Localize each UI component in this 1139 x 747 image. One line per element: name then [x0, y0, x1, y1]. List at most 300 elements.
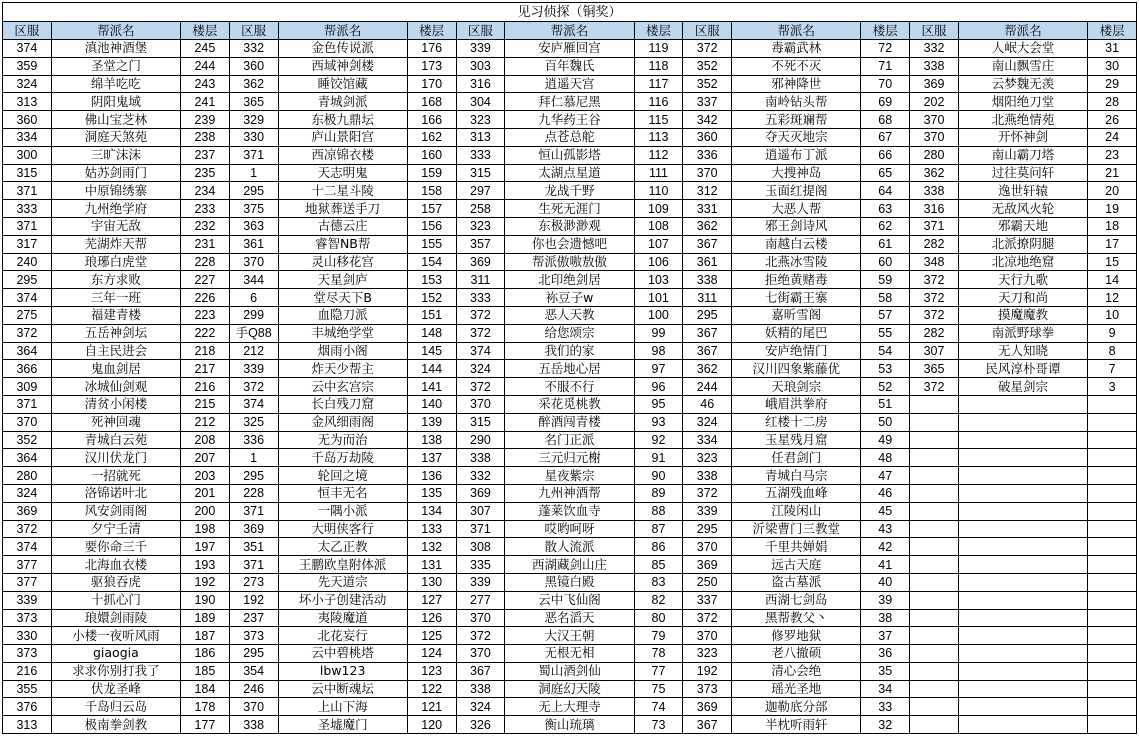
guild-name-cell: 北海血衣楼: [51, 556, 180, 574]
server-cell: 311: [683, 289, 732, 307]
table-row: [3, 342, 1137, 360]
guild-name-cell: [958, 431, 1087, 449]
guild-name-cell: 五岳地心居: [505, 360, 634, 378]
guild-name-cell: 过往莫问轩: [958, 164, 1087, 182]
column-header: 楼层: [181, 22, 230, 40]
server-cell: 372: [3, 324, 52, 342]
server-cell: 303: [456, 57, 505, 75]
server-cell: 338: [910, 57, 959, 75]
server-cell: 372: [683, 609, 732, 627]
floor-cell: 87: [634, 520, 683, 538]
server-cell: 244: [683, 378, 732, 396]
floor-cell: 208: [181, 431, 230, 449]
guild-name-cell: 西湖藏剑山庄: [505, 556, 634, 574]
guild-name-cell: 生死无涯门: [505, 200, 634, 218]
server-cell: 369: [456, 253, 505, 271]
floor-cell: 168: [407, 93, 456, 111]
guild-name-cell: 恒山孤影塔: [505, 146, 634, 164]
guild-name-cell: 名门正派: [505, 431, 634, 449]
floor-cell: [1088, 431, 1137, 449]
guild-name-cell: 宇宙无敌: [51, 217, 180, 235]
floor-cell: 35: [861, 662, 910, 680]
floor-cell: 203: [181, 467, 230, 485]
server-cell: 250: [683, 573, 732, 591]
floor-cell: 121: [407, 698, 456, 716]
server-cell: [910, 484, 959, 502]
server-cell: 367: [683, 235, 732, 253]
server-cell: 46: [683, 395, 732, 413]
server-cell: [910, 395, 959, 413]
server-cell: 339: [456, 573, 505, 591]
guild-name-cell: 芜湖炸天帮: [51, 235, 180, 253]
server-cell: 371: [229, 556, 278, 574]
server-cell: 333: [3, 200, 52, 218]
table-row: [3, 431, 1137, 449]
floor-cell: 119: [634, 40, 683, 58]
server-cell: 377: [3, 556, 52, 574]
server-cell: 307: [910, 342, 959, 360]
floor-cell: 64: [861, 182, 910, 200]
server-cell: 352: [3, 431, 52, 449]
floor-cell: 36: [861, 645, 910, 663]
table-row: [3, 93, 1137, 111]
floor-cell: 57: [861, 306, 910, 324]
server-cell: 297: [456, 182, 505, 200]
table-row: [3, 467, 1137, 485]
guild-name-cell: 南派野球拳: [958, 324, 1087, 342]
column-header: 帮派名: [958, 22, 1087, 40]
floor-cell: 65: [861, 164, 910, 182]
floor-cell: 186: [181, 645, 230, 663]
guild-name-cell: 无上大理寺: [505, 698, 634, 716]
floor-cell: 62: [861, 217, 910, 235]
guild-name-cell: 九州绝学府: [51, 200, 180, 218]
guild-name-cell: 求求你别打我了: [51, 662, 180, 680]
server-cell: 313: [456, 128, 505, 146]
table-row: [3, 289, 1137, 307]
guild-name-cell: 云中飞仙阁: [505, 591, 634, 609]
guild-name-cell: 三旷沫沫: [51, 146, 180, 164]
server-cell: 370: [910, 111, 959, 129]
server-cell: 369: [683, 698, 732, 716]
server-cell: 371: [3, 217, 52, 235]
floor-cell: 106: [634, 253, 683, 271]
table-row: [3, 271, 1137, 289]
floor-cell: 73: [634, 716, 683, 734]
server-cell: 324: [3, 75, 52, 93]
floor-cell: 33: [861, 698, 910, 716]
table-row: [3, 182, 1137, 200]
table-row: [3, 306, 1137, 324]
guild-name-cell: 佛山宝芝林: [51, 111, 180, 129]
server-cell: 339: [683, 502, 732, 520]
guild-name-cell: 无为而治: [278, 431, 407, 449]
guild-name-cell: 云中玄宫宗: [278, 378, 407, 396]
floor-cell: 232: [181, 217, 230, 235]
floor-cell: 238: [181, 128, 230, 146]
floor-cell: 26: [1088, 111, 1137, 129]
table-row: [3, 573, 1137, 591]
server-cell: 344: [229, 271, 278, 289]
server-cell: 362: [683, 217, 732, 235]
guild-name-cell: 长白残刀窟: [278, 395, 407, 413]
guild-name-cell: 袮豆子w: [505, 289, 634, 307]
guild-name-cell: 拒绝黄赌毒: [732, 271, 861, 289]
server-cell: 237: [229, 609, 278, 627]
guild-name-cell: 给您颂宗: [505, 324, 634, 342]
floor-cell: 187: [181, 627, 230, 645]
server-cell: 280: [3, 467, 52, 485]
column-header: 楼层: [861, 22, 910, 40]
floor-cell: 173: [407, 57, 456, 75]
guild-name-cell: 灵山移花宫: [278, 253, 407, 271]
floor-cell: 3: [1088, 378, 1137, 396]
guild-name-cell: 风安剑雨阁: [51, 502, 180, 520]
guild-name-cell: 北派撩阴腿: [958, 235, 1087, 253]
guild-name-cell: 开怀神剑: [958, 128, 1087, 146]
server-cell: 364: [3, 342, 52, 360]
guild-name-cell: 福建青楼: [51, 306, 180, 324]
server-cell: 212: [229, 342, 278, 360]
guild-name-cell: 冰城仙剑观: [51, 378, 180, 396]
server-cell: 367: [683, 716, 732, 734]
guild-name-cell: 玉星残月窟: [732, 431, 861, 449]
server-cell: 316: [910, 200, 959, 218]
guild-name-cell: 炸天少帮主: [278, 360, 407, 378]
table-row: [3, 627, 1137, 645]
server-cell: 362: [683, 360, 732, 378]
server-cell: 367: [456, 662, 505, 680]
floor-cell: 101: [634, 289, 683, 307]
guild-name-cell: 太乙正教: [278, 538, 407, 556]
guild-name-cell: 洛锦诺叶北: [51, 484, 180, 502]
floor-cell: 15: [1088, 253, 1137, 271]
guild-name-cell: [958, 645, 1087, 663]
guild-name-cell: 帮派傲嗷敖傲: [505, 253, 634, 271]
guild-name-cell: 地狱葬送手刀: [278, 200, 407, 218]
guild-name-cell: 清心会绝: [732, 662, 861, 680]
server-cell: 352: [683, 75, 732, 93]
floor-cell: 158: [407, 182, 456, 200]
server-cell: 362: [910, 164, 959, 182]
server-cell: 282: [910, 235, 959, 253]
floor-cell: 41: [861, 556, 910, 574]
floor-cell: 78: [634, 645, 683, 663]
floor-cell: 19: [1088, 200, 1137, 218]
server-cell: 371: [3, 395, 52, 413]
floor-cell: [1088, 556, 1137, 574]
floor-cell: 54: [861, 342, 910, 360]
guild-name-cell: 云中断魂坛: [278, 680, 407, 698]
server-cell: 355: [3, 680, 52, 698]
guild-name-cell: 千岛归云岛: [51, 698, 180, 716]
server-cell: 359: [3, 57, 52, 75]
floor-cell: 34: [861, 680, 910, 698]
table-row: [3, 200, 1137, 218]
guild-name-cell: 洞庭天煞苑: [51, 128, 180, 146]
guild-name-cell: 醉酒闯青楼: [505, 413, 634, 431]
guild-name-cell: 圣堂之门: [51, 57, 180, 75]
server-cell: [910, 467, 959, 485]
guild-name-cell: 汉川四象紫藤优: [732, 360, 861, 378]
floor-cell: 228: [181, 253, 230, 271]
server-cell: 1: [229, 449, 278, 467]
floor-cell: 108: [634, 217, 683, 235]
floor-cell: 130: [407, 573, 456, 591]
floor-cell: 18: [1088, 217, 1137, 235]
table-row: [3, 57, 1137, 75]
floor-cell: 60: [861, 253, 910, 271]
server-cell: 338: [683, 271, 732, 289]
guild-name-cell: 东方求败: [51, 271, 180, 289]
guild-name-cell: 迦勒底分部: [732, 698, 861, 716]
server-cell: 338: [229, 716, 278, 734]
guild-name-cell: 北印绝剑居: [505, 271, 634, 289]
floor-cell: [1088, 413, 1137, 431]
floor-cell: 52: [861, 378, 910, 396]
guild-name-cell: 恒丰无名: [278, 484, 407, 502]
server-cell: 311: [456, 271, 505, 289]
server-cell: 216: [3, 662, 52, 680]
server-cell: 365: [910, 360, 959, 378]
guild-name-cell: 琅嬛剑雨陵: [51, 609, 180, 627]
floor-cell: 72: [861, 40, 910, 58]
guild-name-cell: 姑苏剑雨门: [51, 164, 180, 182]
server-cell: 330: [229, 128, 278, 146]
floor-cell: 12: [1088, 289, 1137, 307]
guild-name-cell: 邪神降世: [732, 75, 861, 93]
guild-name-cell: 不服不行: [505, 378, 634, 396]
floor-cell: 24: [1088, 128, 1137, 146]
floor-cell: 127: [407, 591, 456, 609]
guild-name-cell: 古德云庄: [278, 217, 407, 235]
floor-cell: 155: [407, 235, 456, 253]
server-cell: 258: [456, 200, 505, 218]
guild-name-cell: 民风淳朴哥谭: [958, 360, 1087, 378]
floor-cell: 189: [181, 609, 230, 627]
floor-cell: 48: [861, 449, 910, 467]
server-cell: 339: [3, 591, 52, 609]
guild-name-cell: lbw123: [278, 662, 407, 680]
table-row: [3, 591, 1137, 609]
floor-cell: 227: [181, 271, 230, 289]
floor-cell: 192: [181, 573, 230, 591]
floor-cell: 113: [634, 128, 683, 146]
guild-name-cell: [958, 538, 1087, 556]
floor-cell: 138: [407, 431, 456, 449]
floor-cell: 115: [634, 111, 683, 129]
guild-name-cell: 青城剑派: [278, 93, 407, 111]
guild-name-cell: 黑帮教父丶: [732, 609, 861, 627]
floor-cell: 148: [407, 324, 456, 342]
server-cell: 295: [229, 182, 278, 200]
guild-name-cell: 十二星斗陵: [278, 182, 407, 200]
floor-cell: 45: [861, 502, 910, 520]
column-header: 区服: [456, 22, 505, 40]
guild-name-cell: 北花妄行: [278, 627, 407, 645]
floor-cell: 243: [181, 75, 230, 93]
guild-name-cell: [958, 573, 1087, 591]
server-cell: 315: [456, 413, 505, 431]
guild-name-cell: 三元归元榭: [505, 449, 634, 467]
guild-name-cell: 天行九歌: [958, 271, 1087, 289]
server-cell: 202: [910, 93, 959, 111]
guild-name-cell: 自主民进会: [51, 342, 180, 360]
floor-cell: 184: [181, 680, 230, 698]
guild-name-cell: 睿智NB帮: [278, 235, 407, 253]
table-row: [3, 128, 1137, 146]
server-cell: 372: [229, 378, 278, 396]
floor-cell: 29: [1088, 75, 1137, 93]
guild-name-cell: [958, 395, 1087, 413]
floor-cell: 90: [634, 467, 683, 485]
table-row: [3, 40, 1137, 58]
server-cell: 371: [456, 520, 505, 538]
guild-name-cell: 无根无相: [505, 645, 634, 663]
column-header: 区服: [910, 22, 959, 40]
floor-cell: 40: [861, 573, 910, 591]
guild-name-cell: 千里共婵娟: [732, 538, 861, 556]
floor-cell: [1088, 573, 1137, 591]
guild-name-cell: 逍遥天宫: [505, 75, 634, 93]
guild-name-cell: [958, 716, 1087, 734]
guild-name-cell: 夺天灭地宗: [732, 128, 861, 146]
server-cell: 339: [229, 360, 278, 378]
column-header: 帮派名: [278, 22, 407, 40]
guild-name-cell: [958, 502, 1087, 520]
floor-cell: 159: [407, 164, 456, 182]
server-cell: [910, 627, 959, 645]
server-cell: 372: [456, 378, 505, 396]
server-cell: 307: [456, 502, 505, 520]
guild-name-cell: 烟雨小阁: [278, 342, 407, 360]
guild-name-cell: [958, 680, 1087, 698]
table-title: 见习侦探（铜奖）: [3, 3, 1137, 22]
floor-cell: 140: [407, 395, 456, 413]
floor-cell: 216: [181, 378, 230, 396]
guild-name-cell: 毒霸武林: [732, 40, 861, 58]
server-cell: [910, 520, 959, 538]
guild-name-cell: 人岷大会堂: [958, 40, 1087, 58]
floor-cell: 116: [634, 93, 683, 111]
server-cell: 370: [683, 627, 732, 645]
server-cell: 362: [229, 75, 278, 93]
floor-cell: 49: [861, 431, 910, 449]
floor-cell: [1088, 698, 1137, 716]
floor-cell: 85: [634, 556, 683, 574]
guild-name-cell: 玉面红提阁: [732, 182, 861, 200]
guild-name-cell: 拜仁慕尼黑: [505, 93, 634, 111]
guild-name-cell: 天琅剑宗: [732, 378, 861, 396]
floor-cell: [1088, 609, 1137, 627]
floor-cell: 83: [634, 573, 683, 591]
column-header: 楼层: [1088, 22, 1137, 40]
guild-name-cell: 坏小子创建活动: [278, 591, 407, 609]
floor-cell: 197: [181, 538, 230, 556]
floor-cell: 79: [634, 627, 683, 645]
floor-cell: 8: [1088, 342, 1137, 360]
guild-name-cell: 先天道宗: [278, 573, 407, 591]
server-cell: 240: [3, 253, 52, 271]
server-cell: 351: [229, 538, 278, 556]
guild-name-cell: [958, 484, 1087, 502]
floor-cell: 218: [181, 342, 230, 360]
guild-name-cell: 极南拳剑教: [51, 716, 180, 734]
floor-cell: 170: [407, 75, 456, 93]
floor-cell: 176: [407, 40, 456, 58]
table-row: [3, 360, 1137, 378]
table-row: [3, 235, 1137, 253]
server-cell: 370: [229, 698, 278, 716]
floor-cell: [1088, 449, 1137, 467]
server-cell: 372: [910, 306, 959, 324]
guild-name-cell: 妖精的尾巴: [732, 324, 861, 342]
guild-name-cell: 驱狼吞虎: [51, 573, 180, 591]
floor-cell: 63: [861, 200, 910, 218]
server-cell: [910, 556, 959, 574]
server-cell: 369: [910, 75, 959, 93]
floor-cell: 117: [634, 75, 683, 93]
server-cell: 372: [3, 520, 52, 538]
guild-name-cell: 庐山景阳宫: [278, 128, 407, 146]
server-cell: 369: [229, 520, 278, 538]
guild-name-cell: 金色传说派: [278, 40, 407, 58]
guild-name-cell: giaogia: [51, 645, 180, 663]
floor-cell: 217: [181, 360, 230, 378]
floor-cell: 66: [861, 146, 910, 164]
floor-cell: 215: [181, 395, 230, 413]
guild-name-cell: [958, 520, 1087, 538]
server-cell: 372: [456, 306, 505, 324]
table-row: [3, 75, 1137, 93]
guild-name-cell: 中原锦绣寨: [51, 182, 180, 200]
guild-name-cell: 东极渺渺观: [505, 217, 634, 235]
floor-cell: 125: [407, 627, 456, 645]
server-cell: 309: [3, 378, 52, 396]
server-cell: 336: [229, 431, 278, 449]
guild-name-cell: 大搜神岛: [732, 164, 861, 182]
floor-cell: 141: [407, 378, 456, 396]
floor-cell: 74: [634, 698, 683, 716]
guild-name-cell: 远古天庭: [732, 556, 861, 574]
server-cell: 373: [683, 680, 732, 698]
guild-name-cell: 邪王剑诗风: [732, 217, 861, 235]
guild-name-cell: 破星剑宗: [958, 378, 1087, 396]
guild-name-cell: 金风细雨阁: [278, 413, 407, 431]
floor-cell: 89: [634, 484, 683, 502]
server-cell: 370: [456, 645, 505, 663]
floor-cell: 126: [407, 609, 456, 627]
server-cell: 304: [456, 93, 505, 111]
floor-cell: 132: [407, 538, 456, 556]
guild-name-cell: 无人知晓: [958, 342, 1087, 360]
guild-name-cell: 安庐绝情门: [732, 342, 861, 360]
guild-name-cell: 你也会遗憾吧: [505, 235, 634, 253]
floor-cell: 244: [181, 57, 230, 75]
guild-name-cell: 天志明鬼: [278, 164, 407, 182]
floor-cell: 151: [407, 306, 456, 324]
server-cell: [910, 662, 959, 680]
guild-name-cell: 九州神酒帮: [505, 484, 634, 502]
guild-name-cell: 沂梁曹门三教堂: [732, 520, 861, 538]
guild-name-cell: 汉川伏龙门: [51, 449, 180, 467]
server-cell: 377: [3, 573, 52, 591]
guild-name-cell: 五岳神剑坛: [51, 324, 180, 342]
floor-cell: 100: [634, 306, 683, 324]
server-cell: 329: [229, 111, 278, 129]
guild-name-cell: 三年一班: [51, 289, 180, 307]
server-cell: 374: [3, 538, 52, 556]
